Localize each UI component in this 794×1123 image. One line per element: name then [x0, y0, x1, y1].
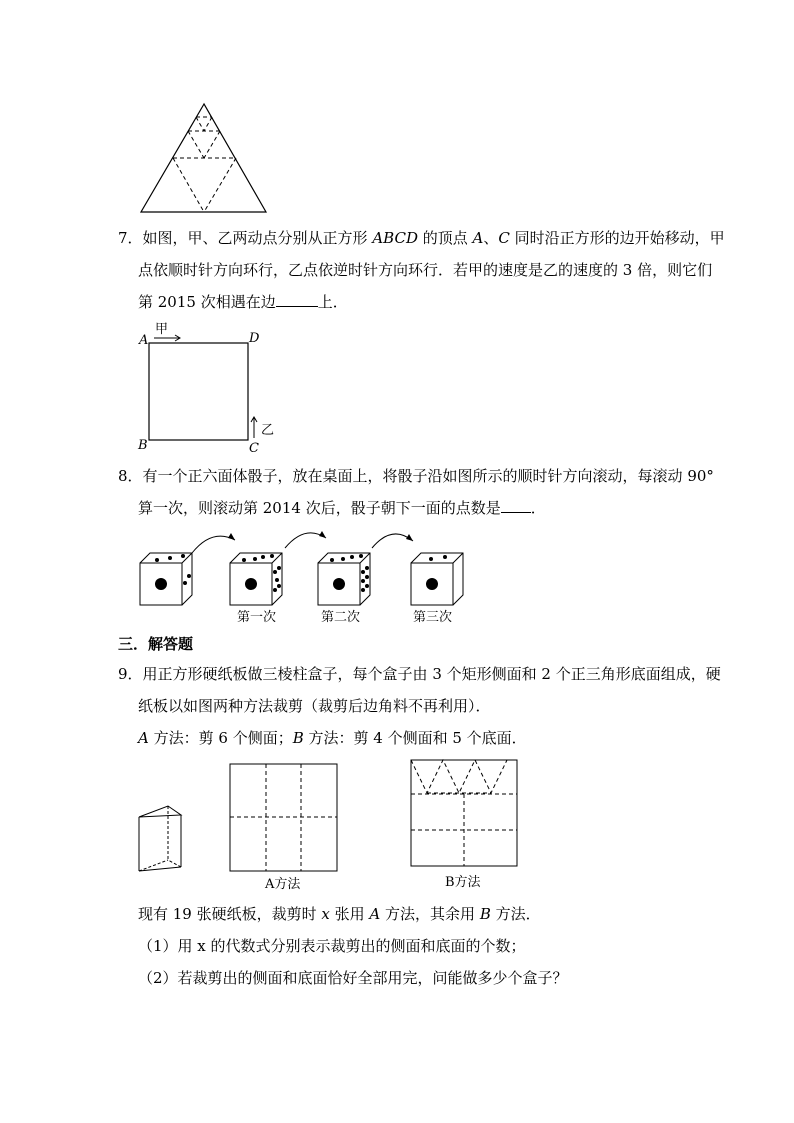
section-title: 三．解答题	[118, 635, 194, 653]
question-number: 9．	[118, 665, 143, 683]
method-b-text: 方法：剪 4 个侧面和 5 个底面．	[303, 729, 527, 747]
q9-line4	[138, 904, 541, 924]
q7-text-1: 如图，甲、乙两动点分别从正方形	[142, 229, 373, 247]
q9-var-x: x	[321, 905, 330, 923]
vertex-c-label: C	[249, 441, 259, 456]
q9-sub2: （2）若裁剪出的侧面和底面恰好全部用完，问能做多少个盒子？	[138, 969, 568, 987]
caption-second: 第二次	[321, 610, 361, 625]
q9-line2: 纸板以如图两种方法裁剪（裁剪后边角料不再利用）．	[138, 697, 491, 715]
jia-label: 甲	[155, 322, 169, 337]
q9-text-4c: 方法，其余用	[380, 905, 480, 923]
q7-text-3b: 上．	[317, 293, 348, 311]
q8-text-2b: ．	[530, 499, 546, 517]
q9-method-a: A	[369, 905, 381, 923]
method-a-letter: A	[138, 729, 149, 747]
question-number: 7．	[118, 229, 143, 247]
caption-b-method: B方法	[445, 875, 481, 890]
q9-text-1: 用正方形硬纸板做三棱柱盒子，每个盒子由 3 个矩形侧面和 2 个正三角形底面组成，硬	[142, 665, 721, 683]
vertex-b-label: B	[138, 438, 148, 453]
q7-vertex-c: C	[498, 229, 510, 247]
q7-vertex-a: A	[472, 229, 484, 247]
method-a-text: 方法：剪 6 个侧面；	[148, 729, 293, 747]
q7-text-1c: 同时沿正方形的边开始移动，甲	[509, 229, 725, 247]
method-b-letter: B	[292, 729, 304, 747]
q8-text-2a: 算一次，则滚动第 2014 次后，骰子朝下一面的点数是	[138, 499, 501, 517]
q7-sep: 、	[483, 229, 499, 247]
caption-a-method: A方法	[265, 877, 301, 892]
vertex-d-label: D	[249, 331, 260, 346]
q9-method-b: B	[479, 905, 491, 923]
q8-text-1: 有一个正六面体骰子，放在桌面上，将骰子沿如图所示的顺时针方向滚动，每滚动 90°	[142, 467, 714, 485]
q7-text-1b: 的顶点	[417, 229, 473, 247]
q9-text-4b: 张用	[329, 905, 370, 923]
q9-text-4d: 方法．	[490, 905, 541, 923]
q9-sub1: （1）用 x 的代数式分别表示裁剪出的侧面和底面的个数；	[138, 937, 526, 955]
q7-line2: 点依顺时针方向环行，乙点依逆时针方向环行．若甲的速度是乙的速度的 3 倍，则它们	[138, 261, 713, 279]
q9-text-4a: 现有 19 张硬纸板，裁剪时	[138, 905, 322, 923]
yi-label: 乙	[261, 423, 275, 438]
caption-first: 第一次	[237, 610, 277, 625]
question-number: 8．	[118, 467, 143, 485]
q7-square-name: ABCD	[372, 229, 418, 247]
caption-third: 第三次	[413, 610, 453, 625]
vertex-a-label: A	[139, 333, 149, 348]
q7-text-3a: 第 2015 次相遇在边	[138, 293, 276, 311]
